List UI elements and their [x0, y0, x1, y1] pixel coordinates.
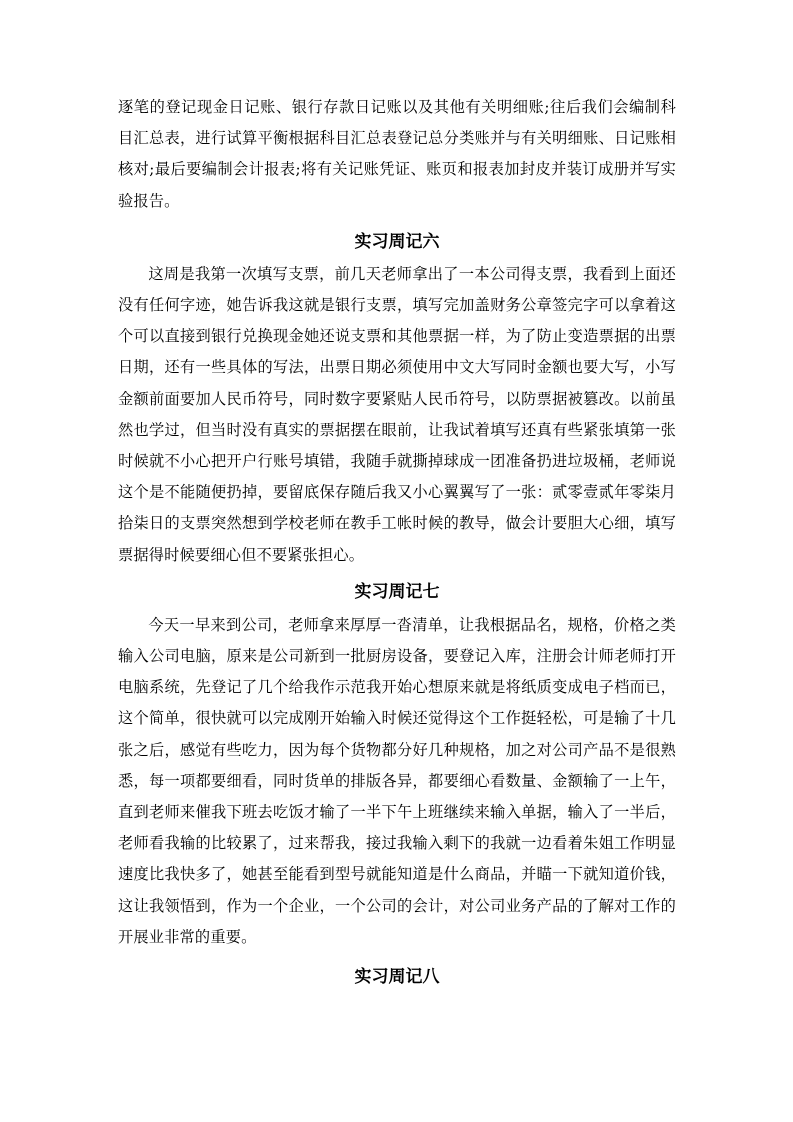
section-heading-week-6: 实习周记六	[354, 231, 440, 252]
paragraph-continued: 逐笔的登记现金日记账、银行存款日记账以及其他有关明细账;往后我们会编制科目汇总表，进行试算平衡根据科目汇总表登记总分类账并与有关明细账、日记账相核对;最后要编制会计报表;将有关记账凭证、账页和报表加封皮并装订成册并写实验报告。	[118, 98, 676, 210]
paragraph-week-6: 这周是我第一次填写支票，前几天老师拿出了一本公司得支票，我看到上面还没有任何字迹，她告诉我这就是银行支票，填写完加盖财务公章签完字可以拿着这个可以直接到银行兑换现金她还说支票和其他票据一样，为了防止变造票据的出票日期，还有一些具体的写法，出票日期必须使用中文大写同时金额也要大写，小写金额前面要加人民币符号，同时数字要紧贴人民币符号，以防票据被篡改。以前虽然也学过，但当时没有真实的票据摆在眼前，让我试着填写还真有些紧张填第一张时候就不小心把开户行账号填错，我随手就撕掉球成一团准备扔进垃圾桶，老师说这个是不能随便扔掉，要留底保存随后我又小心翼翼写了一张：贰零壹贰年零柒月拾柒日的支票突然想到学校老师在教手工帐时候的教导，做会计要胆大心细，填写票据得时候要细心但不要紧张担心。	[118, 264, 676, 564]
document-page	[118, 92, 676, 991]
section-heading-week-7: 实习周记七	[354, 581, 440, 602]
section-heading-week-8: 实习周记八	[354, 967, 440, 988]
paragraph-week-7: 今天一早来到公司，老师拿来厚厚一沓清单，让我根据品名，规格，价格之类输入公司电脑，原来是公司新到一批厨房设备，要登记入库，注册会计师老师打开电脑系统，先登记了几个给我作示范我开始心想原来就是将纸质变成电子档而已，这个简单，很快就可以完成刚开始输入时候还觉得这个工作挺轻松，可是输了十几张之后，感觉有些吃力，因为每个货物都分好几种规格，加之对公司产品不是很熟悉，每一项都要细看，同时货单的排版各异，都要细心看数量、金额输了一上午，直到老师来催我下班去吃饭才输了一半下午上班继续来输入单据，输入了一半后，老师看我输的比较累了，过来帮我，接过我输入剩下的我就一边看着朱姐工作明显速度比我快多了，她甚至能看到型号就能知道是什么商品，并瞄一下就知道价钱，这让我领悟到，作为一个企业，一个公司的会计，对公司业务产品的了解对工作的开展业非常的重要。	[118, 615, 676, 946]
